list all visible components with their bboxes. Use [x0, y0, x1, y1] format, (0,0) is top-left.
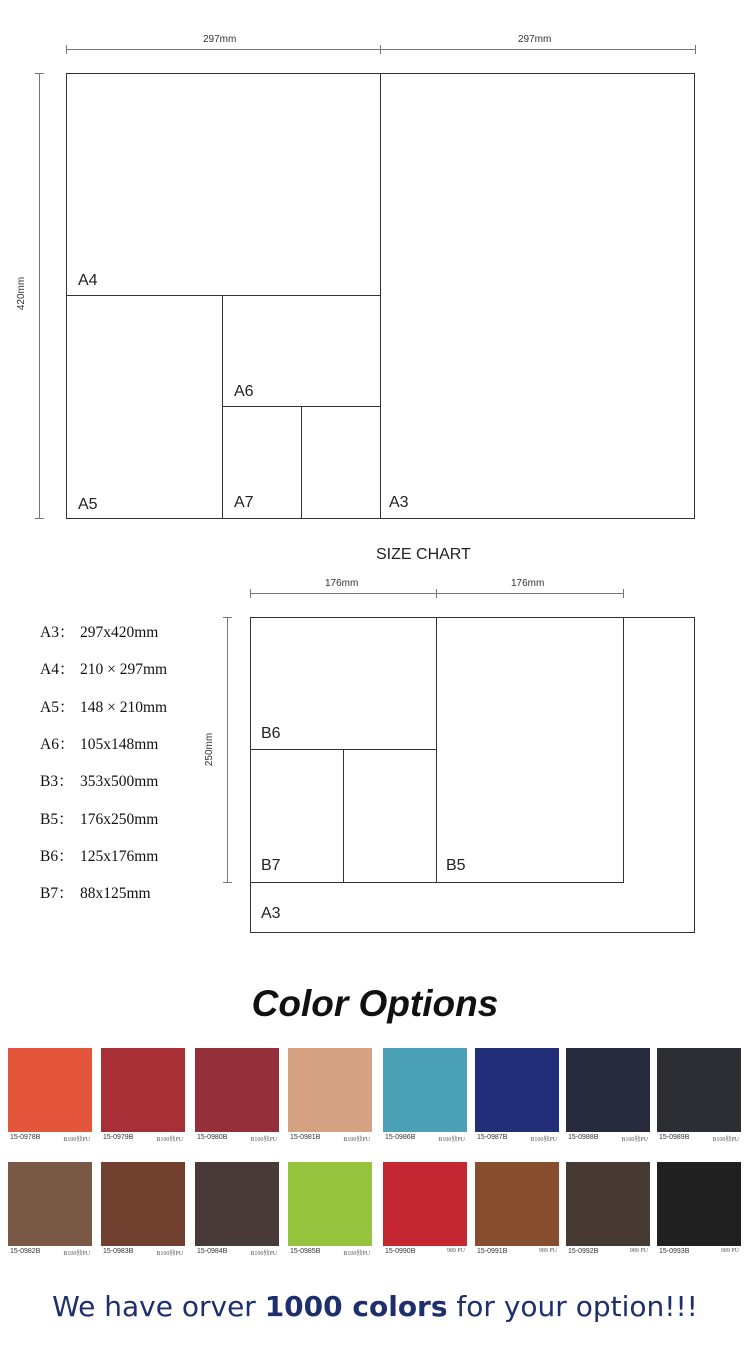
color-swatch[interactable] [195, 1048, 279, 1146]
width-label-left: 297mm [203, 34, 237, 45]
dimension-tick [380, 45, 381, 54]
swatch-chip [566, 1048, 650, 1132]
swatch-chip [288, 1162, 372, 1246]
height-label: 250mm [204, 732, 216, 767]
color-swatch[interactable] [288, 1162, 372, 1260]
color-swatch[interactable] [657, 1162, 741, 1260]
dimension-tick [66, 45, 67, 54]
color-swatch[interactable] [195, 1162, 279, 1260]
width-label-right: 176mm [511, 578, 545, 589]
spec-row [40, 732, 158, 754]
swatch-material: B100独PU [156, 1137, 183, 1143]
color-swatch[interactable] [566, 1048, 650, 1146]
spec-row [40, 881, 151, 903]
swatch-chip [8, 1048, 92, 1132]
dimension-tick [436, 589, 437, 598]
dimension-tick [695, 45, 696, 54]
label-a7: A7 [234, 494, 254, 511]
swatch-chip [657, 1162, 741, 1246]
dimension-tick [35, 73, 44, 74]
swatch-code: 15-0984B [197, 1248, 228, 1255]
swatch-material: B100独PU [343, 1137, 370, 1143]
spec-key: B7： [40, 885, 74, 902]
color-swatch[interactable] [657, 1048, 741, 1146]
swatch-material: 989 PU [720, 1248, 739, 1254]
color-options-title: Color Options [251, 983, 499, 1024]
color-swatch[interactable] [383, 1048, 467, 1146]
height-dimension-line [227, 617, 228, 883]
swatch-code: 15-0990B [385, 1248, 416, 1255]
swatch-chip [566, 1162, 650, 1246]
swatch-chip [475, 1162, 559, 1246]
swatch-code: 15-0981B [290, 1134, 321, 1141]
swatch-code: 15-0985B [290, 1248, 321, 1255]
swatch-chip [8, 1162, 92, 1246]
color-swatch[interactable] [383, 1162, 467, 1260]
swatch-material: B100独PU [530, 1137, 557, 1143]
spec-value: 353x500mm [80, 773, 159, 790]
swatch-code: 15-0978B [10, 1134, 41, 1141]
swatch-material: B100独PU [621, 1137, 648, 1143]
swatch-material: B100独PU [250, 1137, 277, 1143]
color-swatch[interactable] [101, 1162, 185, 1260]
dimension-tick [623, 589, 624, 598]
spec-value: 297x420mm [80, 624, 159, 641]
label-a4: A4 [78, 272, 98, 289]
label-b5: B5 [446, 857, 466, 874]
spec-key: A6： [40, 736, 75, 753]
swatch-code: 15-0980B [197, 1134, 228, 1141]
swatch-code: 15-0992B [568, 1248, 599, 1255]
swatch-code: 15-0989B [659, 1134, 690, 1141]
swatch-chip [383, 1162, 467, 1246]
swatch-material: B100独PU [63, 1137, 90, 1143]
swatch-chip [657, 1048, 741, 1132]
label-a5: A5 [78, 496, 98, 513]
color-swatch[interactable] [101, 1048, 185, 1146]
footer-post: for your option!!! [447, 1290, 698, 1323]
spec-key: A4： [40, 661, 75, 678]
footer-tagline [0, 1290, 750, 1323]
spec-key: B6： [40, 848, 74, 865]
spec-row [40, 844, 158, 866]
spec-row [40, 620, 158, 642]
swatch-code: 15-0982B [10, 1248, 41, 1255]
dimension-tick [35, 518, 44, 519]
swatch-material: B100独PU [63, 1251, 90, 1257]
color-swatch[interactable] [288, 1048, 372, 1146]
footer-pre: We have orver [52, 1290, 265, 1323]
color-swatch[interactable] [475, 1048, 559, 1146]
height-label: 420mm [16, 276, 28, 311]
swatch-chip [101, 1048, 185, 1132]
spec-value: 176x250mm [80, 811, 159, 828]
swatch-material: B100独PU [250, 1251, 277, 1257]
swatch-code: 15-0986B [385, 1134, 416, 1141]
swatch-material: B100独PU [343, 1251, 370, 1257]
swatch-material: 989 PU [446, 1248, 465, 1254]
color-swatch[interactable] [566, 1162, 650, 1260]
spec-value: 88x125mm [80, 885, 151, 902]
spec-row [40, 807, 158, 829]
spec-key: A3： [40, 624, 75, 641]
spec-value: 148 × 210mm [80, 699, 168, 716]
dimension-tick [223, 617, 232, 618]
spec-key: A5： [40, 699, 75, 716]
swatch-chip [288, 1048, 372, 1132]
swatch-material: B100独PU [156, 1251, 183, 1257]
width-label-left: 176mm [325, 578, 359, 589]
swatch-code: 15-0991B [477, 1248, 508, 1255]
spec-key: B5： [40, 811, 74, 828]
label-a3: A3 [389, 494, 409, 511]
swatch-material: B100独PU [438, 1137, 465, 1143]
spec-row [40, 695, 167, 717]
footer-highlight: 1000 colors [264, 1290, 448, 1323]
dimension-tick [223, 882, 232, 883]
label-a3: A3 [261, 905, 281, 922]
color-swatch[interactable] [8, 1162, 92, 1260]
label-a6: A6 [234, 383, 254, 400]
swatch-material: B100独PU [712, 1137, 739, 1143]
swatch-code: 15-0983B [103, 1248, 134, 1255]
swatch-chip [195, 1162, 279, 1246]
size-chart-title: SIZE CHART [376, 546, 471, 563]
width-label-right: 297mm [518, 34, 552, 45]
spec-value: 125x176mm [80, 848, 159, 865]
spec-row [40, 769, 158, 791]
label-b7: B7 [261, 857, 281, 874]
spec-value: 105x148mm [80, 736, 159, 753]
swatch-chip [101, 1162, 185, 1246]
swatch-chip [383, 1048, 467, 1132]
swatch-code: 15-0979B [103, 1134, 134, 1141]
color-swatch[interactable] [475, 1162, 559, 1260]
spec-row [40, 657, 167, 679]
swatch-chip [195, 1048, 279, 1132]
swatch-material: 989 PU [538, 1248, 557, 1254]
swatch-code: 15-0993B [659, 1248, 690, 1255]
dimension-tick [250, 589, 251, 598]
swatch-chip [475, 1048, 559, 1132]
spec-key: B3： [40, 773, 74, 790]
height-dimension-line [39, 73, 40, 519]
color-swatch[interactable] [8, 1048, 92, 1146]
swatch-material: 989 PU [629, 1248, 648, 1254]
swatch-code: 15-0988B [568, 1134, 599, 1141]
label-b6: B6 [261, 725, 281, 742]
swatch-code: 15-0987B [477, 1134, 508, 1141]
spec-value: 210 × 297mm [80, 661, 168, 678]
